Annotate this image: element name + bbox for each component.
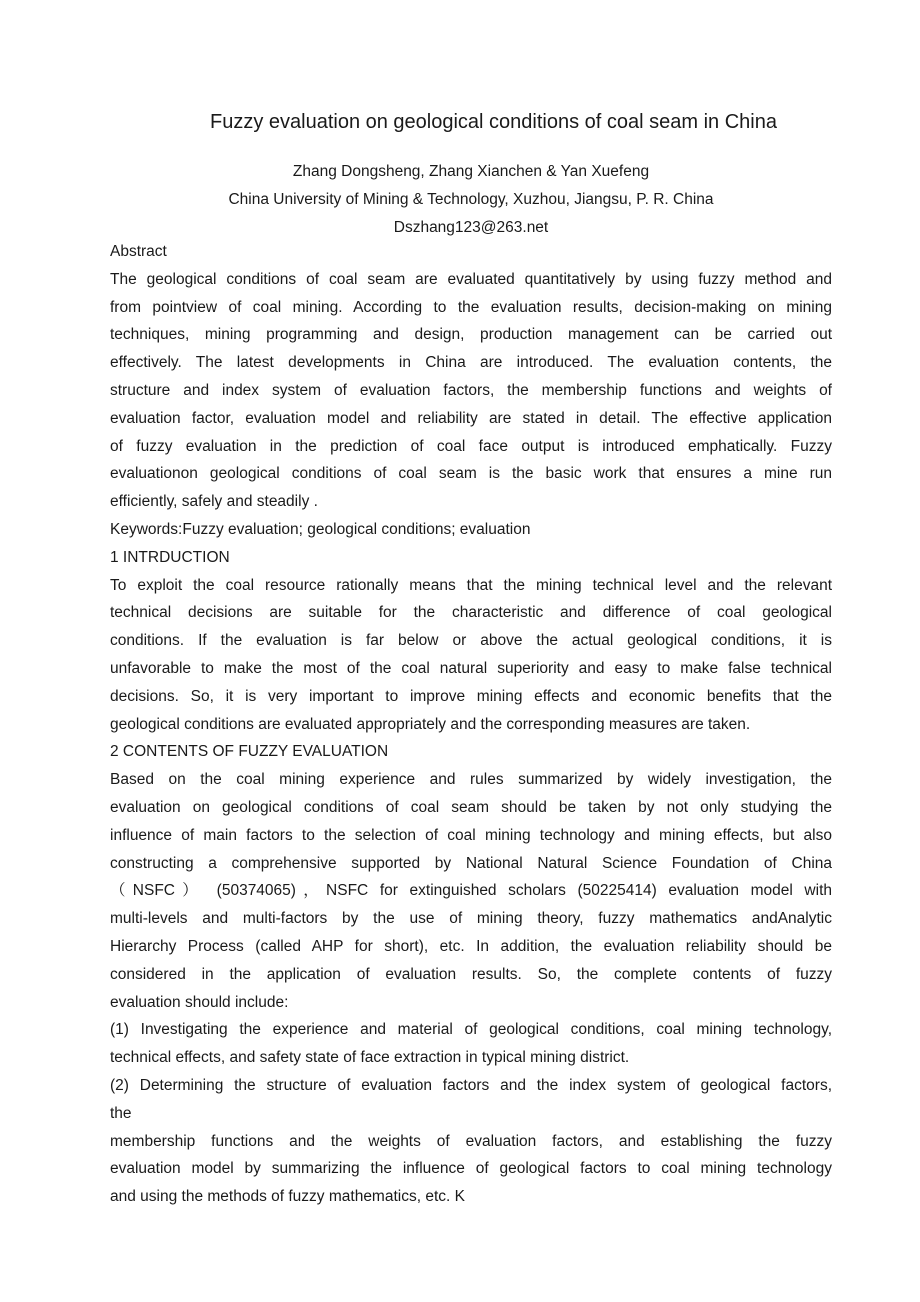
text-line: technical effects, and safety state of face extraction in typical mining district. <box>110 1049 630 1067</box>
text-line: evaluation should include: <box>110 993 289 1011</box>
text-line: Keywords:Fuzzy evaluation; geological conditions; evaluation <box>110 520 531 538</box>
author-email: Dszhang123@263.net <box>393 219 549 236</box>
text-line: Hierarchy Process (called AHP for short), etc. In addition, the evaluation reliability should be <box>110 937 832 955</box>
text-line: constructing a comprehensive supported by National Natural Science Foundation of China <box>110 854 832 872</box>
text-line: effectively. The latest developments in China are introduced. The evaluation contents, the <box>110 354 832 372</box>
author-block <box>110 158 832 242</box>
text-line: structure and index system of evaluation factors, the membership functions and weights of <box>110 381 832 399</box>
text-line: geological conditions are evaluated appropriately and the corresponding measures are taken. <box>110 715 751 733</box>
text-line: evaluation model by summarizing the influence of geological factors to coal mining technology <box>110 1160 832 1178</box>
text-line: (2) Determining the structure of evaluation factors and the index system of geological factors, <box>110 1076 832 1094</box>
text-line: 1 INTRDUCTION <box>110 548 230 566</box>
text-line: from pointview of coal mining. According to the evaluation results, decision-making on mining <box>110 298 832 316</box>
text-line: (1) Investigating the experience and material of geological conditions, coal mining technology, <box>110 1021 832 1039</box>
text-line: To exploit the coal resource rationally means that the mining technical level and the relevant <box>110 576 832 594</box>
author-names: Zhang Dongsheng, Zhang Xianchen & Yan Xuefeng <box>292 163 650 180</box>
text-line: Based on the coal mining experience and rules summarized by widely investigation, the <box>110 771 832 789</box>
text-line: and using the methods of fuzzy mathematics, etc. K <box>110 1188 465 1206</box>
text-line: considered in the application of evaluation results. So, the complete contents of fuzzy <box>110 965 832 983</box>
text-line: The geological conditions of coal seam are evaluated quantitatively by using fuzzy method and <box>110 270 832 288</box>
paper-title: Fuzzy evaluation on geological conditions of coal seam in China <box>209 111 777 133</box>
text-line: efficiently, safely and steadily . <box>110 493 318 511</box>
text-line: membership functions and the weights of evaluation factors, and establishing the fuzzy <box>110 1132 832 1150</box>
text-line: technical decisions are suitable for the characteristic and difference of coal geological <box>110 604 832 622</box>
text-line: evaluation factor, evaluation model and reliability are stated in detail. The effective application <box>110 409 832 427</box>
text-line: unfavorable to make the most of the coal natural superiority and easy to make false technical <box>110 659 832 677</box>
text-line: decisions. So, it is very important to improve mining effects and economic benefits that the <box>110 687 832 705</box>
author-affiliation: China University of Mining & Technology, Xuzhou, Jiangsu, P. R. China <box>228 191 714 208</box>
text-line: the <box>110 1104 132 1122</box>
paper-body <box>110 238 832 1211</box>
text-line: conditions. If the evaluation is far below or above the actual geological conditions, it is <box>110 632 832 650</box>
text-line: Abstract <box>110 243 167 260</box>
text-line: of fuzzy evaluation in the prediction of coal face output is introduced emphatically. Fuzzy <box>110 437 832 455</box>
text-line: influence of main factors to the selection of coal mining technology and mining effects, but also <box>110 826 832 844</box>
text-line: evaluationon geological conditions of coal seam is the basic work that ensures a mine run <box>110 465 832 483</box>
text-line: 2 CONTENTS OF FUZZY EVALUATION <box>110 743 389 761</box>
text-line: （NSFC） (50374065)，NSFC for extinguished scholars (50225414) evaluation model with <box>110 882 832 900</box>
text-line: techniques, mining programming and design, production management can be carried out <box>110 326 832 344</box>
text-line: evaluation on geological conditions of coal seam should be taken by not only studying the <box>110 798 832 816</box>
text-line: multi-levels and multi-factors by the use of mining theory, fuzzy mathematics andAnalytic <box>110 910 832 928</box>
